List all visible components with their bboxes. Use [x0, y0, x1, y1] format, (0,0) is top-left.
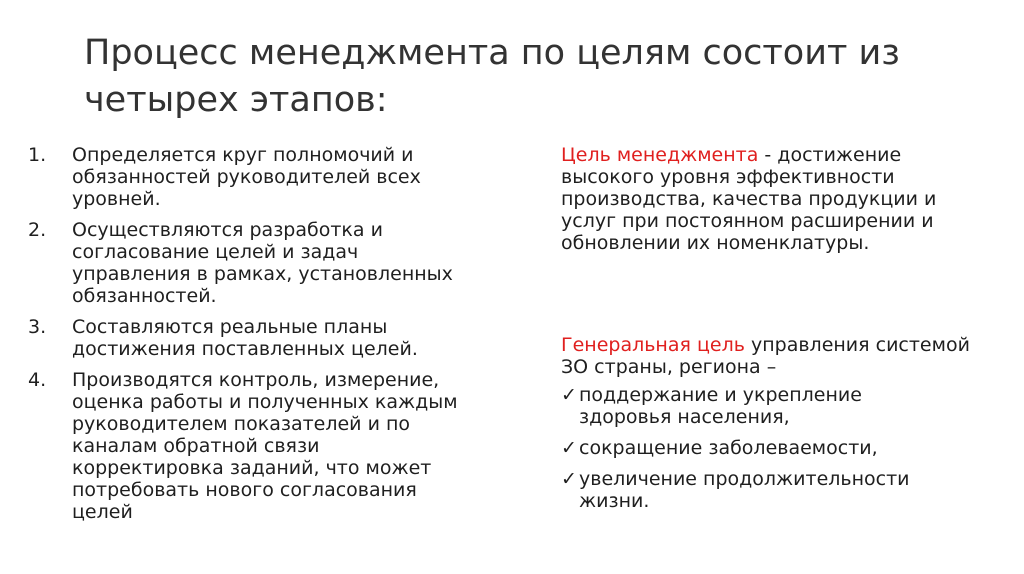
general-goal-item: [561, 384, 981, 428]
definitions-column: [561, 144, 981, 521]
step-number: 4.: [28, 369, 47, 391]
step-item: [28, 369, 498, 523]
step-item: [28, 219, 498, 307]
step-text: Осуществляются разработка и согласование целей и задач управления в рамках, установленных обязанностей.: [72, 219, 453, 307]
general-goal-term: Генеральная цель: [561, 334, 745, 356]
general-goal-item-text: сокращение заболеваемости,: [579, 437, 878, 459]
management-goal-term: Цель менеджмента: [561, 144, 759, 166]
management-goal-definition: - достижение высокого уровня эффективности производства, качества продукции и услуг при постоянном расширении и обновлении их номенклатуры.: [561, 144, 937, 254]
checkmark-icon: ✓: [561, 437, 577, 459]
management-goal-paragraph: [561, 144, 981, 254]
step-number: 1.: [28, 144, 47, 166]
steps-list: [28, 144, 498, 532]
step-text: Производятся контроль, измерение, оценка работы и полученных каждым руководителем показателей и по каналам обратной связи корректировка заданий, что может потребовать нового согласования целей: [72, 369, 458, 523]
general-goal-item: [561, 468, 981, 512]
checkmark-icon: ✓: [561, 468, 577, 490]
slide-title: Процесс менеджмента по целям состоит из четырех этапов:: [84, 33, 900, 120]
step-number: 2.: [28, 219, 47, 241]
general-goal-definition: управления системой ЗО страны, региона –: [561, 334, 970, 378]
step-text: Составляются реальные планы достижения поставленных целей.: [72, 316, 418, 360]
step-item: [28, 316, 498, 360]
checkmark-icon: ✓: [561, 384, 577, 406]
step-text: Определяется круг полномочий и обязанностей руководителей всех уровней.: [72, 144, 421, 210]
step-item: [28, 144, 498, 210]
general-goal-list: [561, 384, 981, 512]
general-goal-item-text: увеличение продолжительности жизни.: [579, 468, 910, 512]
general-goal-item: [561, 437, 981, 459]
step-number: 3.: [28, 316, 47, 338]
general-goal-item-text: поддержание и укрепление здоровья населения,: [579, 384, 862, 428]
general-goal-paragraph: [561, 334, 981, 378]
